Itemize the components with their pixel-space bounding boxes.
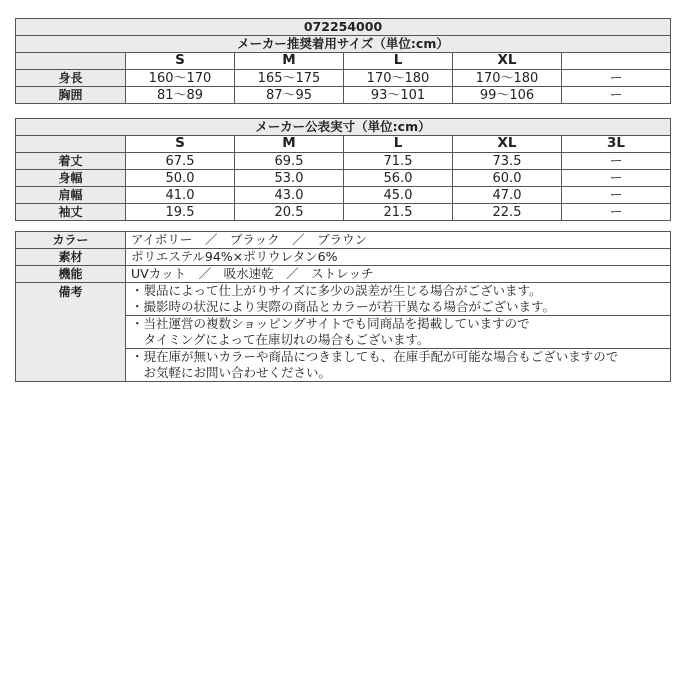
note-item-3 — [126, 349, 670, 381]
corner-cell — [16, 136, 125, 152]
row-label-chest: 胸囲 — [16, 87, 125, 103]
table-cell: ー — [562, 204, 670, 220]
size-header-m: M — [235, 136, 343, 152]
note-line: ・当社運営の複数ショッピングサイトでも同商品を掲載していますので — [131, 316, 530, 331]
table-cell: 160〜170 — [126, 70, 234, 86]
table-cell: ー — [562, 170, 670, 186]
size-header-l: L — [344, 53, 452, 69]
material-value: ポリエステル94%×ポリウレタン6% — [126, 249, 670, 265]
table-cell: ー — [562, 87, 670, 103]
table-cell: 50.0 — [126, 170, 234, 186]
table-cell: 170〜180 — [453, 70, 561, 86]
table-cell: 81〜89 — [126, 87, 234, 103]
size-header-l: L — [344, 136, 452, 152]
table-cell: 165〜175 — [235, 70, 343, 86]
size-header-empty — [562, 53, 670, 69]
table-cell: 69.5 — [235, 153, 343, 169]
table-cell: 20.5 — [235, 204, 343, 220]
color-label: カラー — [16, 232, 125, 248]
table-cell: 43.0 — [235, 187, 343, 203]
function-label: 機能 — [16, 266, 125, 282]
table-cell: 99〜106 — [453, 87, 561, 103]
function-value: UVカット ／ 吸水速乾 ／ ストレッチ — [126, 266, 670, 282]
table-cell: 67.5 — [126, 153, 234, 169]
table-cell: 53.0 — [235, 170, 343, 186]
size-header-s: S — [126, 136, 234, 152]
color-value: アイボリー ／ ブラック ／ ブラウン — [126, 232, 670, 248]
note-line: ・撮影時の状況により実際の商品とカラーが若干異なる場合がございます。 — [131, 299, 556, 314]
table-cell: 71.5 — [344, 153, 452, 169]
table-cell: ー — [562, 153, 670, 169]
note-item-1 — [126, 283, 670, 315]
table-cell: ー — [562, 70, 670, 86]
row-label-shoulder: 肩幅 — [16, 187, 125, 203]
measured-size-title: メーカー公表実寸（単位:cm） — [16, 119, 670, 135]
table-cell: 45.0 — [344, 187, 452, 203]
table-cell: 87〜95 — [235, 87, 343, 103]
product-spec-table — [15, 231, 671, 382]
table-cell: 21.5 — [344, 204, 452, 220]
measured-size-table — [15, 118, 671, 221]
table-cell: 19.5 — [126, 204, 234, 220]
row-label-sleeve: 袖丈 — [16, 204, 125, 220]
note-line: お気軽にお問い合わせください。 — [131, 365, 332, 380]
row-label-height: 身長 — [16, 70, 125, 86]
corner-cell — [16, 53, 125, 69]
row-label-body-width: 身幅 — [16, 170, 125, 186]
size-header-s: S — [126, 53, 234, 69]
table-cell: 22.5 — [453, 204, 561, 220]
notes-label: 備考 — [16, 283, 125, 381]
note-line: タイミングによって在庫切れの場合もございます。 — [131, 332, 430, 347]
table-cell: 41.0 — [126, 187, 234, 203]
table-cell: 170〜180 — [344, 70, 452, 86]
recommended-size-table — [15, 18, 671, 104]
table-cell: 60.0 — [453, 170, 561, 186]
table-cell: 73.5 — [453, 153, 561, 169]
material-label: 素材 — [16, 249, 125, 265]
product-code: 072254000 — [16, 19, 670, 35]
note-line: ・製品によって仕上がりサイズに多少の誤差が生じる場合がございます。 — [131, 283, 542, 298]
size-header-3l: 3L — [562, 136, 670, 152]
size-header-m: M — [235, 53, 343, 69]
note-item-2 — [126, 316, 670, 348]
recommended-size-title: メーカー推奨着用サイズ（単位:cm） — [16, 36, 670, 52]
table-cell: 93〜101 — [344, 87, 452, 103]
table-cell: ー — [562, 187, 670, 203]
note-line: ・現在庫が無いカラーや商品につきましても、在庫手配が可能な場合もございますので — [131, 349, 619, 364]
size-header-xl: XL — [453, 53, 561, 69]
table-cell: 47.0 — [453, 187, 561, 203]
size-header-xl: XL — [453, 136, 561, 152]
table-cell: 56.0 — [344, 170, 452, 186]
row-label-length: 着丈 — [16, 153, 125, 169]
